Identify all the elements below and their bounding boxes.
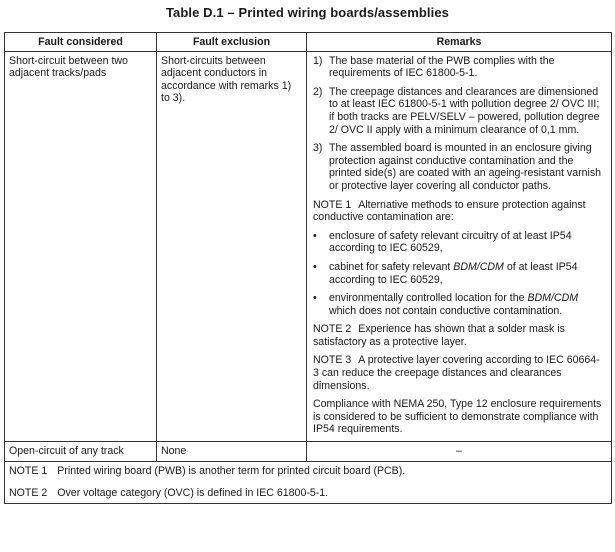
- cell-exclusion-short-circuit: Short-circuits between adjacent conductors in accordance with remarks 1) to 3).: [157, 51, 307, 441]
- footnote-text: Over voltage category (OVC) is defined in IEC 61800-5-1.: [57, 487, 329, 500]
- footnote-label: NOTE 1: [9, 464, 48, 477]
- note-text: Alternative methods to ensure protection against conductive contamination are:: [313, 198, 586, 224]
- remarks-note-1: [313, 199, 605, 224]
- footnote-text: Printed wiring board (PWB) is another term for printed circuit board (PCB).: [57, 464, 406, 477]
- fault-table: [4, 32, 612, 504]
- remark-number: 1): [313, 54, 323, 67]
- cell-remarks-short-circuit: [307, 51, 612, 441]
- note-label: NOTE 3: [313, 354, 352, 367]
- footnote: [9, 487, 607, 500]
- remarks-note-2: [313, 323, 605, 348]
- header-fault-considered: Fault considered: [5, 33, 157, 52]
- table-row: [5, 442, 612, 462]
- table-header-row: [5, 33, 612, 52]
- bullet-text: cabinet for safety relevant BDM/CDM of at least IP54 according to IEC 60529,: [329, 260, 578, 286]
- note-label: NOTE 1: [313, 198, 352, 211]
- header-remarks: Remarks: [307, 33, 612, 52]
- bullet-text: enclosure of safety relevant circuitry of at least IP54 according to IEC 60529,: [329, 229, 572, 255]
- remark-text: The creepage distances and clearances are dimensioned to at least IEC 61800-5-1 with pollution degree 2/ OVC III; if both tracks are PELV/SELV – powered, pollution degree 2/ OVC II apply with a minimum clearance of 0,1 mm.: [329, 85, 600, 136]
- bullet-icon: •: [313, 260, 317, 273]
- table-title: Table D.1 – Printed wiring boards/assemblies: [165, 5, 450, 20]
- remark-item: [313, 55, 605, 80]
- table-row: [5, 51, 612, 441]
- footnote: [9, 465, 607, 478]
- footnote-label: NOTE 2: [9, 487, 48, 500]
- cell-fault-short-circuit: Short-circuit between two adjacent tracks/pads: [5, 51, 157, 441]
- remark-number: 3): [313, 142, 323, 155]
- remark-item: [313, 142, 605, 192]
- note-text: Experience has shown that a solder mask is satisfactory as a protective layer.: [313, 323, 565, 348]
- compliance-statement: Compliance with NEMA 250, Type 12 enclosure requirements is considered to be sufficient to demonstrate compliance with IP54 requirements.: [313, 398, 602, 436]
- bullet-item: [313, 292, 605, 317]
- bdm-cdm-term: BDM/CDM: [527, 292, 579, 305]
- remark-item: [313, 86, 605, 136]
- note-label: NOTE 2: [313, 323, 352, 336]
- bullet-icon: •: [313, 229, 317, 242]
- remark-text: The assembled board is mounted in an enclosure giving protection against conductive contamination and the printed side(s) are coated with an ageing-resistant varnish or protective layer covering all conductor paths.: [329, 142, 602, 192]
- bullet-text: environmentally controlled location for the BDM/CDM which does not contain conductive contamination.: [329, 292, 579, 317]
- note-text: A protective layer covering according to IEC 60664-3 can reduce the creepage distances and clearances dimensions.: [313, 354, 600, 392]
- bullet-item: [313, 230, 605, 255]
- remark-text: The base material of the PWB complies with the requirements of IEC 61800-5-1.: [329, 54, 555, 80]
- header-fault-exclusion: Fault exclusion: [157, 33, 307, 52]
- bdm-cdm-term: BDM/CDM: [453, 260, 504, 273]
- cell-fault-open-circuit: Open-circuit of any track: [5, 442, 157, 462]
- remarks-note-3: [313, 354, 605, 392]
- bullet-icon: •: [313, 292, 317, 305]
- footnotes-cell: [5, 461, 612, 503]
- cell-exclusion-open-circuit: None: [157, 442, 307, 462]
- table-footnotes: [5, 461, 612, 503]
- cell-remarks-open-circuit: –: [307, 442, 612, 462]
- remark-number: 2): [313, 85, 323, 98]
- bullet-item: [313, 261, 605, 286]
